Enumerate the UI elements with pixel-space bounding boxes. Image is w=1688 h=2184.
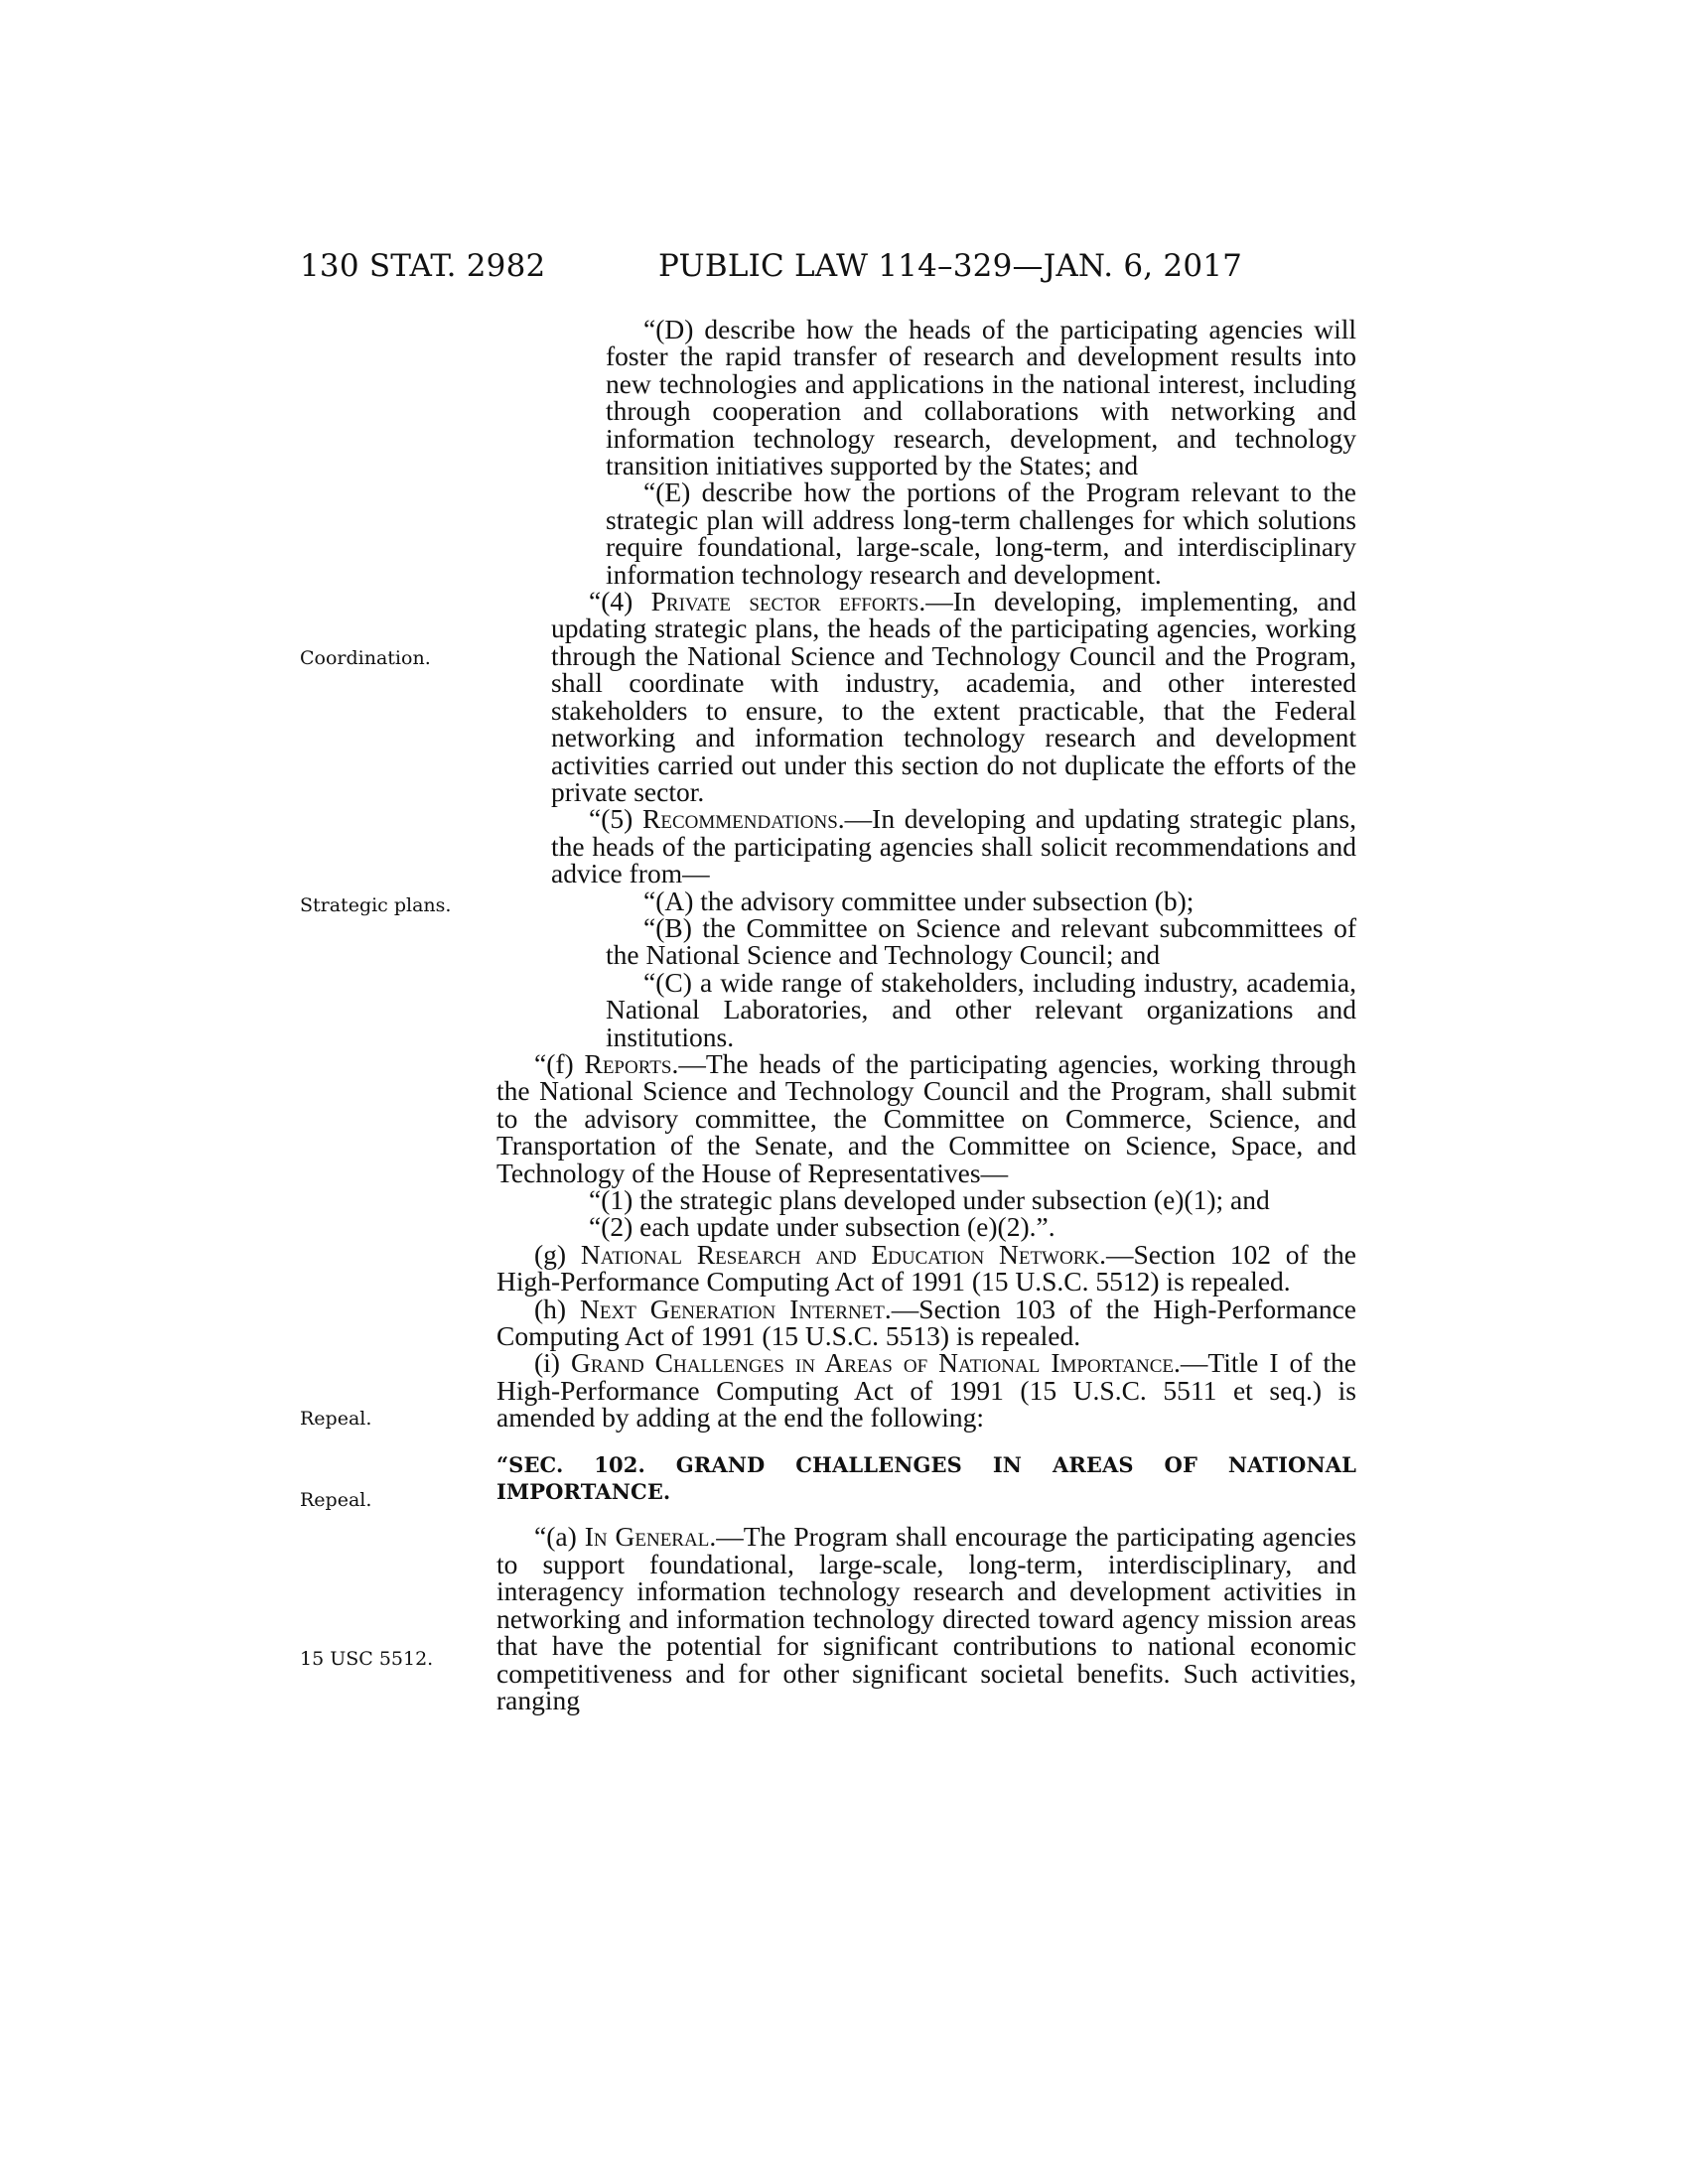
paragraph-5-a: “(A) the advisory committee under subsection (b); (643, 885, 1195, 916)
paragraph-5-c: “(C) a wide range of stakeholders, including industry, academia, National Laboratories, and other relevant organizations and institutions. (606, 966, 1356, 1052)
paragraph-g: (g) National Research and Education Network.—Section 102 of the High-Performance Computing Act of 1991 (15 U.S.C. 5512) is repealed. (496, 1238, 1356, 1297)
page-stat-number: 130 STAT. 2982 (300, 248, 546, 284)
paragraph-i: (i) Grand Challenges in Areas of National Importance.—Title I of the High-Performance Computing Act of 1991 (15 U.S.C. 5511 et seq.) is amended by adding at the end the following: (496, 1347, 1356, 1433)
margin-note-repeal-1: Repeal. (300, 1408, 372, 1430)
document-body (496, 316, 1356, 1713)
heading-grand-challenges: Grand Challenges in Areas of National Importance (570, 1347, 1174, 1379)
heading-recommendations: Recommendations (642, 803, 838, 835)
paragraph-d: “(D) describe how the heads of the participating agencies will foster the rapid transfer of research and development results into new technologies and applications in the national interest, including through cooperation and collaborations with networking and information technology research, development, and technology transition initiatives supported by the States; and (606, 314, 1356, 481)
paragraph-5: “(5) Recommendations.—In developing and updating strategic plans, the heads of the participating agencies shall solicit recommendations and advice from— (551, 803, 1356, 889)
section-heading: “SEC. 102. GRAND CHALLENGES IN AREAS OF NATIONAL IMPORTANCE. (496, 1451, 1356, 1505)
paragraph-f: “(f) Reports.—The heads of the participating agencies, working through the National Science and Technology Council and the Program, shall submit to the advisory committee, the Committee on Commerce, Science, and Transportation of the Senate, and the Committee on Science, Space, and Technology of the House of Representatives— (496, 1047, 1356, 1188)
heading-reports: Reports (584, 1047, 672, 1079)
paragraph-f-1: “(1) the strategic plans developed under subsection (e)(1); and (589, 1184, 1270, 1215)
heading-private-sector: Private sector efforts (650, 586, 919, 617)
paragraph-e: “(E) describe how the portions of the Program relevant to the strategic plan will address long-term challenges for which solutions require foundational, large-scale, long-term, and interdisciplinary information technology research and development. (606, 477, 1356, 590)
heading-next-gen-internet: Next Generation Internet (580, 1293, 885, 1324)
heading-nren: National Research and Education Network (580, 1238, 1100, 1270)
paragraph-4: “(4) Private sector efforts.—In developing, implementing, and updating strategic plans, the heads of the participating agencies, working through the National Science and Technology Council and the Program, shall coordinate with industry, academia, and other interested stakeholders to ensure, to the extent practicable, that the Federal networking and information technology research and development activities carried out under this section do not duplicate the efforts of the private sector. (551, 586, 1356, 807)
paragraph-a: “(a) In General.—The Program shall encourage the participating agencies to support foundational, large-scale, long-term, interdisciplinary, and interagency information technology research and development activities in networking and information technology directed toward agency mission areas that have the potential for significant contributions to national economic competitiveness and for other significant societal benefits. Such activities, ranging (496, 1521, 1357, 1715)
margin-note-usc: 15 USC 5512. (300, 1648, 434, 1670)
paragraph-f-2: “(2) each update under subsection (e)(2).”. (589, 1211, 1055, 1243)
heading-in-general: In General (584, 1521, 710, 1553)
margin-note-repeal-2: Repeal. (300, 1489, 372, 1511)
running-header: PUBLIC LAW 114–329—JAN. 6, 2017 (658, 248, 1243, 284)
margin-note-strategic-plans: Strategic plans. (300, 894, 452, 916)
margin-note-coordination: Coordination. (300, 647, 431, 669)
paragraph-5-b: “(B) the Committee on Science and relevant subcommittees of the National Science and Technology Council; and (606, 911, 1356, 971)
paragraph-h: (h) Next Generation Internet.—Section 103 of the High-Performance Computing Act of 1991 (15 U.S.C. 5513) is repealed. (496, 1293, 1356, 1352)
